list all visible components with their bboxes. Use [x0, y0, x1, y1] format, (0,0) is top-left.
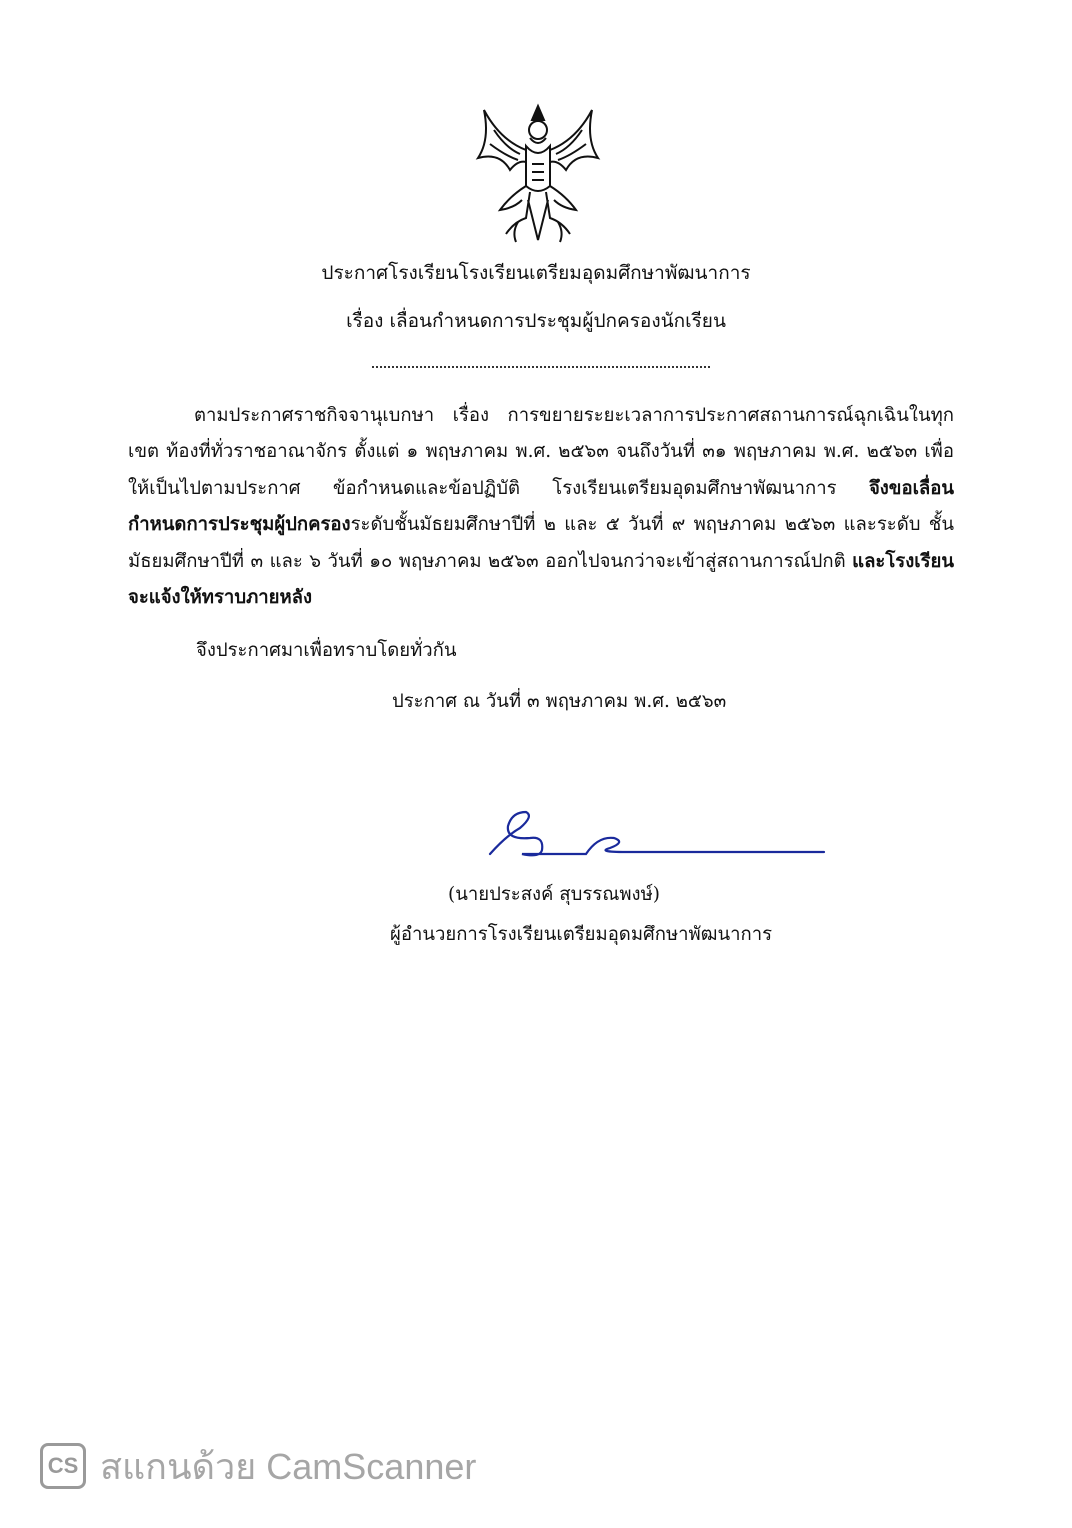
- camscanner-watermark: [40, 1440, 476, 1492]
- body-bold-part4: และโรงเรียนจะแจ้งให้ทราบภายหลัง: [128, 550, 954, 609]
- announcement-title: ประกาศโรงเรียนโรงเรียนเตรียมอุดมศึกษาพัฒนาการ: [321, 262, 751, 284]
- closing-statement: จึงประกาศมาเพื่อทราบโดยทั่วกัน: [196, 640, 457, 661]
- dotted-divider: [372, 356, 710, 368]
- garuda-emblem-icon: [470, 100, 606, 246]
- watermark-text: สแกนด้วย CamScanner: [100, 1445, 477, 1487]
- body-text-part3: ระดับชั้นมัธยมศึกษาปีที่ ๒ และ ๕ วันที่ ๙ พฤษภาคม ๒๕๖๓ และระดับ ชั้นมัธยมศึกษาปีที่ ๓ และ ๖ วันที่ ๑๐ พฤษภาคม ๒๕๖๓ ออกไปจนกว่าจะเข้าสู่สถานการณ์ปกติ: [128, 514, 954, 572]
- announcement-body: [128, 398, 954, 616]
- handwritten-signature-icon: [486, 806, 830, 866]
- signer-name: (นายประสงค์ สุบรรณพงษ์): [448, 884, 661, 905]
- announcement-date: ประกาศ ณ วันที่ ๓ พฤษภาคม พ.ศ. ๒๕๖๓: [392, 691, 727, 712]
- camscanner-logo-icon: CS: [40, 1443, 86, 1489]
- body-text-part1: ตามประกาศราชกิจจานุเบกษา เรื่อง การขยายระยะเวลาการประกาศสถานการณ์ฉุกเฉินในทุกเขต ท้องที่ทั่วราชอาณาจักร ตั้งแต่ ๑ พฤษภาคม พ.ศ. ๒๕๖๓ จนถึงวันที่ ๓๑ พฤษภาคม พ.ศ. ๒๕๖๓ เพื่อให้เป็นไปตามประกาศ ข้อกำหนดและข้อปฏิบัติ โรงเรียนเตรียมอุดมศึกษาพัฒนาการ: [128, 405, 954, 499]
- signer-position: ผู้อำนวยการโรงเรียนเตรียมอุดมศึกษาพัฒนาการ: [390, 924, 773, 945]
- body-bold-part2: จึงขอเลื่อน กำหนดการประชุมผู้ปกครอง: [128, 477, 954, 536]
- announcement-subject: เรื่อง เลื่อนกำหนดการประชุมผู้ปกครองนักเรียน: [346, 310, 726, 332]
